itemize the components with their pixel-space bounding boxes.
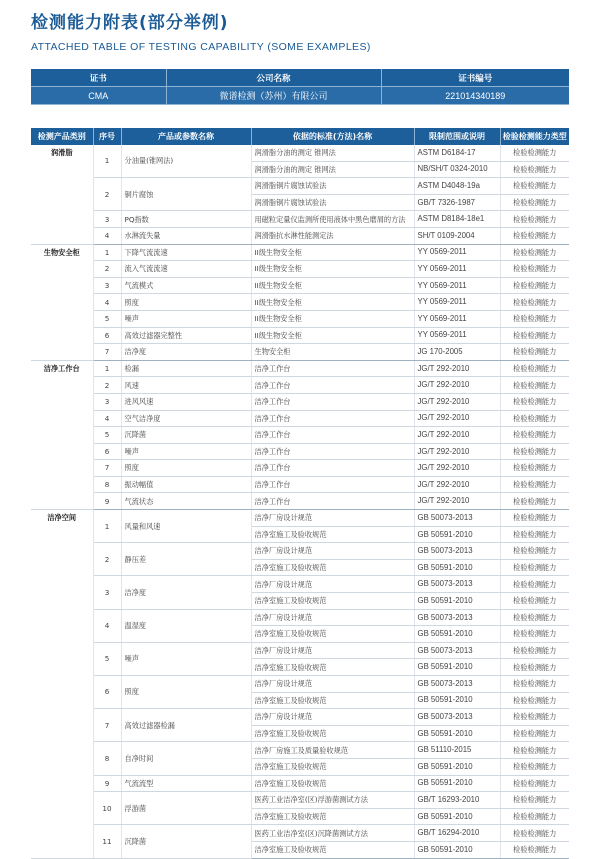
limit-cell: GB 50591-2010: [414, 626, 500, 643]
capability-type-cell: 检验检测能力: [500, 626, 569, 643]
standard-name-cell: 洁净室施工及验收规范: [251, 692, 414, 709]
capability-type-cell: 检验检测能力: [500, 709, 569, 726]
limit-cell: SH/T 0109-2004: [414, 227, 500, 244]
parameter-name-cell: 铜片腐蚀: [121, 178, 251, 211]
limit-cell: JG/T 292-2010: [414, 410, 500, 427]
limit-cell: GB 50073-2013: [414, 709, 500, 726]
standard-name-cell: II级生物安全柜: [251, 277, 414, 294]
standard-name-cell: 洁净工作台: [251, 360, 414, 377]
item-number-cell: 4: [93, 609, 121, 642]
capability-type-cell: 检验检测能力: [500, 593, 569, 610]
capability-type-cell: 检验检测能力: [500, 377, 569, 394]
limit-cell: GB 50591-2010: [414, 775, 500, 792]
standard-name-cell: 洁净室施工及验收规范: [251, 775, 414, 792]
table-row: [31, 443, 569, 460]
category-cell: 洁净空间: [31, 510, 93, 858]
capability-type-cell: 检验检测能力: [500, 493, 569, 510]
item-number-cell: 2: [93, 543, 121, 576]
capability-type-cell: 检验检测能力: [500, 659, 569, 676]
item-number-cell: 2: [93, 377, 121, 394]
standard-name-cell: 洁净室施工及验收规范: [251, 559, 414, 576]
limit-cell: GB 50073-2013: [414, 543, 500, 560]
capability-type-cell: 检验检测能力: [500, 277, 569, 294]
standard-name-cell: 洁净厂房设计规范: [251, 676, 414, 693]
capability-type-cell: 检验检测能力: [500, 393, 569, 410]
item-number-cell: 2: [93, 261, 121, 278]
capability-type-cell: 检验检测能力: [500, 211, 569, 228]
parameter-name-cell: PQ指数: [121, 211, 251, 228]
parameter-name-cell: 照度: [121, 460, 251, 477]
table-row: [31, 211, 569, 228]
capability-type-cell: 检验检测能力: [500, 410, 569, 427]
standard-name-cell: 润滑脂铜片腐蚀试验法: [251, 178, 414, 195]
standard-name-cell: 洁净室施工及验收规范: [251, 808, 414, 825]
capability-table-body: [31, 145, 569, 858]
capability-type-cell: 检验检测能力: [500, 676, 569, 693]
capability-type-cell: 检验检测能力: [500, 742, 569, 759]
certificate-value-number: 221014340189: [381, 87, 569, 105]
capability-type-cell: 检验检测能力: [500, 543, 569, 560]
standard-name-cell: 洁净工作台: [251, 377, 414, 394]
capability-type-cell: 检验检测能力: [500, 510, 569, 527]
table-row: [31, 476, 569, 493]
item-number-cell: 5: [93, 427, 121, 444]
standard-name-cell: 洁净室施工及验收规范: [251, 725, 414, 742]
capability-type-cell: 检验检测能力: [500, 609, 569, 626]
item-number-cell: 1: [93, 510, 121, 543]
standard-name-cell: 洁净工作台: [251, 427, 414, 444]
capability-type-cell: 检验检测能力: [500, 841, 569, 858]
item-number-cell: 4: [93, 410, 121, 427]
standard-name-cell: II级生物安全柜: [251, 327, 414, 344]
standard-name-cell: 医药工业洁净室(区)浮游菌测试方法: [251, 792, 414, 809]
limit-cell: JG/T 292-2010: [414, 360, 500, 377]
table-row: [31, 310, 569, 327]
parameter-name-cell: 浮游菌: [121, 792, 251, 825]
certificate-header-company: 公司名称: [166, 69, 381, 87]
capability-type-cell: 检验检测能力: [500, 244, 569, 261]
limit-cell: GB/T 16294-2010: [414, 825, 500, 842]
category-cell: 生物安全柜: [31, 244, 93, 360]
item-number-cell: 6: [93, 676, 121, 709]
limit-cell: JG/T 292-2010: [414, 476, 500, 493]
standard-name-cell: 用磁粒定量仪监测所使用液体中黑色磨屑的方法: [251, 211, 414, 228]
header-category: 检测产品类别: [31, 128, 93, 145]
table-row: [31, 576, 569, 593]
capability-type-cell: 检验检测能力: [500, 310, 569, 327]
parameter-name-cell: 风速: [121, 377, 251, 394]
table-row: [31, 327, 569, 344]
parameter-name-cell: 噪声: [121, 310, 251, 327]
item-number-cell: 7: [93, 344, 121, 361]
capability-type-cell: 检验检测能力: [500, 178, 569, 195]
limit-cell: GB 50073-2013: [414, 510, 500, 527]
limit-cell: GB 50591-2010: [414, 659, 500, 676]
certificate-value-cert: CMA: [31, 87, 166, 105]
capability-type-cell: 检验检测能力: [500, 642, 569, 659]
parameter-name-cell: 气流模式: [121, 277, 251, 294]
standard-name-cell: 洁净厂房施工及质量验收规范: [251, 742, 414, 759]
limit-cell: GB 50591-2010: [414, 808, 500, 825]
limit-cell: YY 0569-2011: [414, 327, 500, 344]
item-number-cell: 3: [93, 393, 121, 410]
page-subtitle: ATTACHED TABLE OF TESTING CAPABILITY (SOME EXAMPLES): [31, 41, 371, 53]
capability-header-row: [31, 128, 569, 145]
capability-type-cell: 检验检测能力: [500, 808, 569, 825]
standard-name-cell: 洁净室施工及验收规范: [251, 841, 414, 858]
capability-type-cell: 检验检测能力: [500, 692, 569, 709]
item-number-cell: 3: [93, 277, 121, 294]
table-row: [31, 792, 569, 809]
standard-name-cell: 洁净工作台: [251, 460, 414, 477]
certificate-header-number: 证书编号: [381, 69, 569, 87]
standard-name-cell: 洁净室施工及验收规范: [251, 593, 414, 610]
parameter-name-cell: 沉降菌: [121, 825, 251, 858]
parameter-name-cell: 气流流型: [121, 775, 251, 792]
certificate-header-row: [31, 69, 569, 87]
table-row: [31, 510, 569, 527]
table-row: [31, 493, 569, 510]
capability-type-cell: 检验检测能力: [500, 460, 569, 477]
standard-name-cell: 洁净工作台: [251, 443, 414, 460]
capability-type-cell: 检验检测能力: [500, 576, 569, 593]
item-number-cell: 7: [93, 709, 121, 742]
standard-name-cell: 润滑脂分油的测定 锥网法: [251, 145, 414, 161]
capability-type-cell: 检验检测能力: [500, 476, 569, 493]
capability-type-cell: 检验检测能力: [500, 344, 569, 361]
item-number-cell: 8: [93, 742, 121, 775]
standard-name-cell: 洁净室施工及验收规范: [251, 626, 414, 643]
item-number-cell: 9: [93, 493, 121, 510]
limit-cell: JG 170-2005: [414, 344, 500, 361]
standard-name-cell: 洁净工作台: [251, 410, 414, 427]
standard-name-cell: 生物安全柜: [251, 344, 414, 361]
table-row: [31, 360, 569, 377]
standard-name-cell: 润滑脂分油的测定 锥网法: [251, 161, 414, 178]
parameter-name-cell: 检漏: [121, 360, 251, 377]
limit-cell: GB 51110-2015: [414, 742, 500, 759]
item-number-cell: 2: [93, 178, 121, 211]
standard-name-cell: 洁净厂房设计规范: [251, 709, 414, 726]
standard-name-cell: 洁净室施工及验收规范: [251, 659, 414, 676]
certificate-value-company: 微谱检测（苏州）有限公司: [166, 87, 381, 105]
item-number-cell: 1: [93, 244, 121, 261]
certificate-header-cert: 证书: [31, 69, 166, 87]
item-number-cell: 11: [93, 825, 121, 858]
limit-cell: JG/T 292-2010: [414, 427, 500, 444]
parameter-name-cell: 流入气流流速: [121, 261, 251, 278]
capability-type-cell: 检验检测能力: [500, 227, 569, 244]
limit-cell: GB 50591-2010: [414, 593, 500, 610]
parameter-name-cell: 静压差: [121, 543, 251, 576]
capability-type-cell: 检验检测能力: [500, 194, 569, 211]
standard-name-cell: II级生物安全柜: [251, 244, 414, 261]
capability-type-cell: 检验检测能力: [500, 526, 569, 543]
item-number-cell: 1: [93, 360, 121, 377]
standard-name-cell: 洁净厂房设计规范: [251, 576, 414, 593]
capability-type-cell: 检验检测能力: [500, 792, 569, 809]
limit-cell: GB 50591-2010: [414, 559, 500, 576]
item-number-cell: 8: [93, 476, 121, 493]
parameter-name-cell: 水淋流失量: [121, 227, 251, 244]
capability-type-cell: 检验检测能力: [500, 327, 569, 344]
table-row: [31, 393, 569, 410]
page-title: 检测能力附表(部分举例): [31, 13, 229, 33]
limit-cell: YY 0569-2011: [414, 244, 500, 261]
standard-name-cell: 医药工业洁净室(区)沉降菌测试方法: [251, 825, 414, 842]
standard-name-cell: 洁净工作台: [251, 476, 414, 493]
table-row: [31, 676, 569, 693]
limit-cell: NB/SH/T 0324-2010: [414, 161, 500, 178]
table-row: [31, 825, 569, 842]
parameter-name-cell: 振动幅值: [121, 476, 251, 493]
header-number: 序号: [93, 128, 121, 145]
item-number-cell: 3: [93, 576, 121, 609]
limit-cell: JG/T 292-2010: [414, 377, 500, 394]
table-row: [31, 277, 569, 294]
limit-cell: GB/T 7326-1987: [414, 194, 500, 211]
parameter-name-cell: 洁净度: [121, 344, 251, 361]
limit-cell: JG/T 292-2010: [414, 493, 500, 510]
limit-cell: ASTM D4048-19a: [414, 178, 500, 195]
parameter-name-cell: 洁净度: [121, 576, 251, 609]
parameter-name-cell: 下降气流流速: [121, 244, 251, 261]
standard-name-cell: 洁净厂房设计规范: [251, 642, 414, 659]
item-number-cell: 6: [93, 443, 121, 460]
item-number-cell: 5: [93, 642, 121, 675]
table-row: [31, 410, 569, 427]
parameter-name-cell: 进风风速: [121, 393, 251, 410]
table-row: [31, 344, 569, 361]
limit-cell: GB 50591-2010: [414, 526, 500, 543]
header-capability-type: 检验检测能力类型: [500, 128, 569, 145]
limit-cell: YY 0569-2011: [414, 277, 500, 294]
table-row: [31, 377, 569, 394]
parameter-name-cell: 照度: [121, 676, 251, 709]
certificate-value-row: [31, 87, 569, 105]
header-standard: 依据的标准(方法)名称: [251, 128, 414, 145]
capability-type-cell: 检验检测能力: [500, 825, 569, 842]
item-number-cell: 1: [93, 145, 121, 178]
certificate-table: [31, 69, 569, 105]
capability-type-cell: 检验检测能力: [500, 559, 569, 576]
limit-cell: YY 0569-2011: [414, 310, 500, 327]
header-parameter: 产品或参数名称: [121, 128, 251, 145]
limit-cell: JG/T 292-2010: [414, 460, 500, 477]
item-number-cell: 5: [93, 310, 121, 327]
parameter-name-cell: 高效过滤器完整性: [121, 327, 251, 344]
parameter-name-cell: 噪声: [121, 443, 251, 460]
category-cell: 润滑脂: [31, 145, 93, 244]
table-row: [31, 709, 569, 726]
limit-cell: GB 50073-2013: [414, 642, 500, 659]
table-row: [31, 543, 569, 560]
parameter-name-cell: 风量和风速: [121, 510, 251, 543]
standard-name-cell: 洁净厂房设计规范: [251, 609, 414, 626]
capability-type-cell: 检验检测能力: [500, 161, 569, 178]
capability-type-cell: 检验检测能力: [500, 261, 569, 278]
header-limit: 限制范围或说明: [414, 128, 500, 145]
limit-cell: JG/T 292-2010: [414, 443, 500, 460]
capability-type-cell: 检验检测能力: [500, 725, 569, 742]
standard-name-cell: II级生物安全柜: [251, 310, 414, 327]
table-row: [31, 145, 569, 161]
standard-name-cell: 洁净工作台: [251, 493, 414, 510]
table-row: [31, 294, 569, 311]
parameter-name-cell: 自净时间: [121, 742, 251, 775]
limit-cell: ASTM D8184-18e1: [414, 211, 500, 228]
table-row: [31, 178, 569, 195]
limit-cell: GB 50591-2010: [414, 841, 500, 858]
standard-name-cell: 洁净室施工及验收规范: [251, 526, 414, 543]
capability-type-cell: 检验检测能力: [500, 775, 569, 792]
limit-cell: GB/T 16293-2010: [414, 792, 500, 809]
standard-name-cell: 洁净工作台: [251, 393, 414, 410]
capability-table: [31, 128, 569, 859]
capability-type-cell: 检验检测能力: [500, 427, 569, 444]
standard-name-cell: 洁净厂房设计规范: [251, 543, 414, 560]
table-row: [31, 460, 569, 477]
table-row: [31, 609, 569, 626]
limit-cell: GB 50073-2013: [414, 576, 500, 593]
capability-type-cell: 检验检测能力: [500, 294, 569, 311]
limit-cell: ASTM D6184-17: [414, 145, 500, 161]
item-number-cell: 3: [93, 211, 121, 228]
parameter-name-cell: 温湿度: [121, 609, 251, 642]
item-number-cell: 6: [93, 327, 121, 344]
parameter-name-cell: 分油量(锥网法): [121, 145, 251, 178]
parameter-name-cell: 沉降菌: [121, 427, 251, 444]
limit-cell: GB 50591-2010: [414, 758, 500, 775]
limit-cell: YY 0569-2011: [414, 294, 500, 311]
limit-cell: JG/T 292-2010: [414, 393, 500, 410]
standard-name-cell: 洁净厂房设计规范: [251, 510, 414, 527]
table-row: [31, 244, 569, 261]
table-row: [31, 642, 569, 659]
limit-cell: GB 50073-2013: [414, 609, 500, 626]
item-number-cell: 4: [93, 294, 121, 311]
limit-cell: GB 50591-2010: [414, 725, 500, 742]
capability-type-cell: 检验检测能力: [500, 443, 569, 460]
parameter-name-cell: 照度: [121, 294, 251, 311]
parameter-name-cell: 空气洁净度: [121, 410, 251, 427]
limit-cell: YY 0569-2011: [414, 261, 500, 278]
table-row: [31, 742, 569, 759]
table-row: [31, 775, 569, 792]
capability-type-cell: 检验检测能力: [500, 758, 569, 775]
standard-name-cell: 润滑脂抗水淋性能测定法: [251, 227, 414, 244]
standard-name-cell: 润滑脂铜片腐蚀试验法: [251, 194, 414, 211]
table-row: [31, 427, 569, 444]
standard-name-cell: II级生物安全柜: [251, 294, 414, 311]
capability-type-cell: 检验检测能力: [500, 360, 569, 377]
limit-cell: GB 50073-2013: [414, 676, 500, 693]
table-row: [31, 227, 569, 244]
item-number-cell: 10: [93, 792, 121, 825]
category-cell: 洁净工作台: [31, 360, 93, 509]
parameter-name-cell: 高效过滤器检漏: [121, 709, 251, 742]
item-number-cell: 7: [93, 460, 121, 477]
item-number-cell: 4: [93, 227, 121, 244]
item-number-cell: 9: [93, 775, 121, 792]
capability-type-cell: 检验检测能力: [500, 145, 569, 161]
standard-name-cell: 洁净室施工及验收规范: [251, 758, 414, 775]
table-row: [31, 261, 569, 278]
parameter-name-cell: 噪声: [121, 642, 251, 675]
parameter-name-cell: 气流状态: [121, 493, 251, 510]
standard-name-cell: II级生物安全柜: [251, 261, 414, 278]
limit-cell: GB 50591-2010: [414, 692, 500, 709]
